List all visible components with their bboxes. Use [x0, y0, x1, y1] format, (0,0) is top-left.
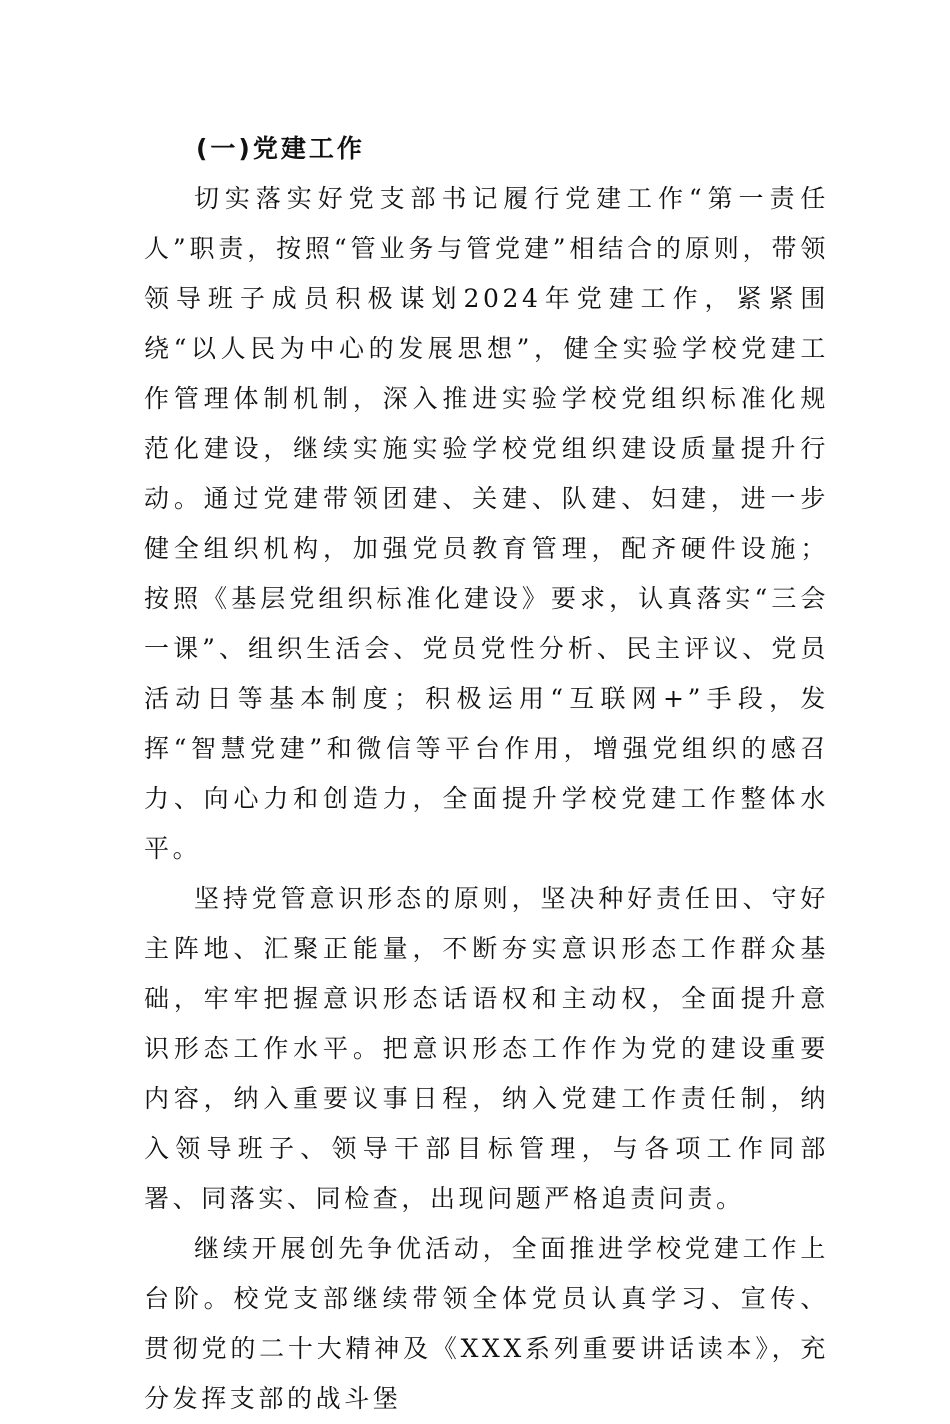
paragraph-party-building: 切实落实好党支部书记履行党建工作“第一责任人”职责，按照“管业务与管党建”相结合的原则，带领领导班子成员积极谋划2024年党建工作，紧紧围绕“以人民为中心的发展思想”，健全实验学校党建工作管理体制机制，深入推进实验学校党组织标准化规范化建设，继续实施实验学校党组织建设质量提升行动。通过党建带领团建、关建、队建、妇建，进一步健全组织机构，加强党员教育管理，配齐硬件设施；按照《基层党组织标准化建设》要求，认真落实“三会一课”、组织生活会、党员党性分析、民主评议、党员活动日等基本制度；积极运用“互联网+”手段，发挥“智慧党建”和微信等平台作用，增强党组织的感召力、向心力和创造力，全面提升学校党建工作整体水平。: [144, 184, 829, 863]
paragraph-ideology: 坚持党管意识形态的原则，坚决种好责任田、守好主阵地、汇聚正能量，不断夯实意识形态工作群众基础，牢牢把握意识形态话语权和主动权，全面提升意识形态工作水平。把意识形态工作作为党的建设重要内容，纳入重要议事日程，纳入党建工作责任制，纳入领导班子、领导干部目标管理，与各项工作同部署、同落实、同检查，出现问题严格追责问责。: [144, 884, 829, 1213]
document-body: [144, 124, 829, 1424]
section-heading: (一)党建工作: [196, 134, 365, 163]
paragraph-excellence: 继续开展创先争优活动，全面推进学校党建工作上台阶。校党支部继续带领全体党员认真学习、宣传、贯彻党的二十大精神及《XXX系列重要讲话读本》，充分发挥支部的战斗堡: [144, 1234, 829, 1413]
